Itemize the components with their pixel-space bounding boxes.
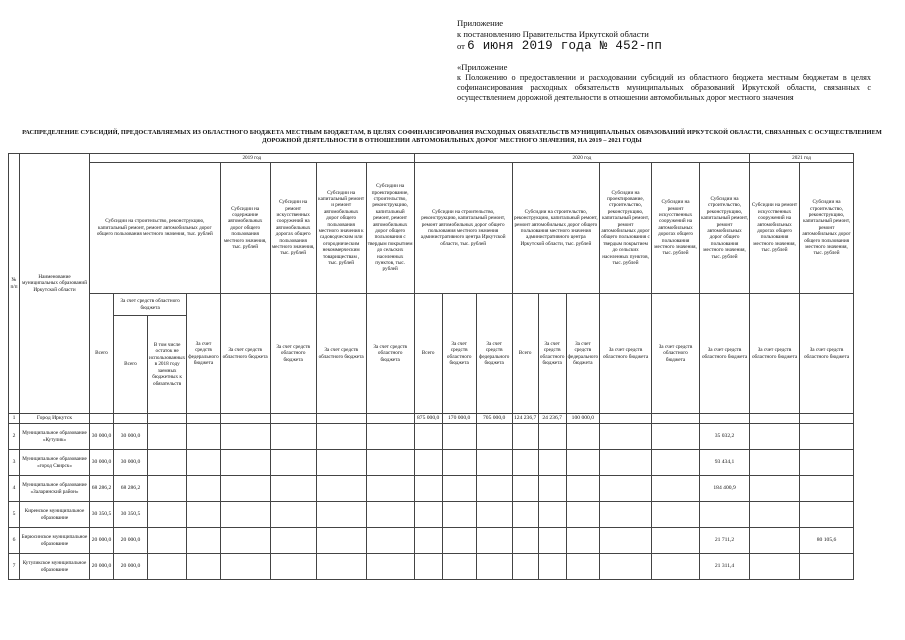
- cell: [652, 476, 700, 502]
- cell: [652, 502, 700, 528]
- sub-regional-g2: За счет средств областного бюджета: [220, 294, 270, 414]
- cell: [90, 414, 114, 424]
- municipality-name: Киренское муниципальное образование: [20, 502, 90, 528]
- col-header-name: Наименование муниципальных образований Иркутской области: [20, 154, 90, 414]
- decree-date-row: [457, 41, 662, 52]
- cell: [800, 476, 854, 502]
- cell: [220, 528, 270, 554]
- row-number: 1: [9, 414, 20, 424]
- municipality-name: Город Иркутск: [20, 414, 90, 424]
- cell: 100 000,0: [566, 414, 599, 424]
- cell: [148, 476, 187, 502]
- cell: 24 236,7: [538, 414, 566, 424]
- cell: [316, 476, 366, 502]
- col-header-number: № п/п: [9, 154, 20, 414]
- sub-vsego-g6: Всего: [414, 294, 442, 414]
- appendix-2-label: «Приложение: [457, 62, 508, 72]
- appendix-2-body: к Положению о предоставлении и расходовании субсидий из областного бюджета местным бюджетам в целях софинансирования расходных обязательств муниципальных образований Иркутской области, связанных с осуществлением дорожной деятельности в отношении автомобильных дорог местного значения: [457, 73, 871, 102]
- cell: [148, 424, 187, 450]
- sub-regional-g11: За счет средств областного бюджета: [750, 294, 800, 414]
- sub-regional-budget-2019: За счет средств областного бюджета: [114, 294, 187, 316]
- cell: [566, 528, 599, 554]
- cell: [316, 414, 366, 424]
- cell: [750, 414, 800, 424]
- cell: [187, 476, 220, 502]
- cell: 68 286,2: [114, 476, 148, 502]
- cell: [366, 502, 414, 528]
- group-2020-artificial-structures: Субсидии на ремонт искусственных сооружений на автомобильных дорогах общего пользования местного значения, тыс. рублей: [652, 163, 700, 294]
- sub-vsego-regional-2019: Всего: [114, 316, 148, 414]
- cell: [366, 414, 414, 424]
- cell: 705 000,0: [476, 414, 512, 424]
- sub-federal-g7: За счет средств федерального бюджета: [566, 294, 599, 414]
- cell: 21 711,2: [700, 528, 750, 554]
- cell: [270, 450, 316, 476]
- cell: [652, 414, 700, 424]
- cell: [220, 424, 270, 450]
- cell: [512, 528, 538, 554]
- cell: [270, 424, 316, 450]
- cell: 80 105,6: [800, 528, 854, 554]
- cell: [270, 476, 316, 502]
- cell: [800, 424, 854, 450]
- cell: [414, 528, 442, 554]
- table-row: [9, 450, 854, 476]
- cell: [366, 476, 414, 502]
- cell: [476, 450, 512, 476]
- group-2021-road-construction: Субсидии на строительство, реконструкцию, капитальный ремонт, ремонт автомобильных дорог общего пользования местного значения, тыс. рублей: [800, 163, 854, 294]
- municipality-name: Бирюсинское муниципальное образование: [20, 528, 90, 554]
- group-2019-maintenance: Субсидии на содержание автомобильных дорог общего пользования местного значения, тыс. рублей: [220, 163, 270, 294]
- cell: 20 000,0: [90, 554, 114, 580]
- cell: [512, 502, 538, 528]
- sub-vsego-g7: Всего: [512, 294, 538, 414]
- row-number: 7: [9, 554, 20, 580]
- municipality-name: Кутуликское муниципальное образование: [20, 554, 90, 580]
- cell: [442, 476, 476, 502]
- row-number: 2: [9, 424, 20, 450]
- cell: [652, 528, 700, 554]
- cell: [600, 476, 652, 502]
- cell: [270, 502, 316, 528]
- group-2021-artificial-structures: Субсидии на ремонт искусственных сооружений на автомобильных дорогах общего пользования местного значения, тыс. рублей: [750, 163, 800, 294]
- cell: [566, 424, 599, 450]
- cell: 35 032,2: [700, 424, 750, 450]
- cell: [148, 414, 187, 424]
- cell: [270, 528, 316, 554]
- cell: [800, 414, 854, 424]
- cell: 21 311,4: [700, 554, 750, 580]
- sub-federal-g6: За счет средств федерального бюджета: [476, 294, 512, 414]
- sub-regional-g12: За счет средств областного бюджета: [800, 294, 854, 414]
- sub-including-remaining-2018: В том числе остаток не использованных в 2018 году заемных бюджетных к обязательств: [148, 316, 187, 414]
- municipality-name: Муниципальное образование «город Свирск»: [20, 450, 90, 476]
- row-number: 6: [9, 528, 20, 554]
- cell: [750, 502, 800, 528]
- cell: [566, 476, 599, 502]
- cell: 30 000,0: [90, 424, 114, 450]
- cell: [270, 414, 316, 424]
- decree-prefix: от: [457, 41, 465, 51]
- cell: 20 000,0: [90, 528, 114, 554]
- cell: [538, 528, 566, 554]
- cell: [414, 554, 442, 580]
- cell: [220, 450, 270, 476]
- cell: [750, 554, 800, 580]
- cell: 68 286,2: [90, 476, 114, 502]
- cell: [114, 414, 148, 424]
- row-number: 5: [9, 502, 20, 528]
- cell: [316, 502, 366, 528]
- cell: [316, 450, 366, 476]
- table-row: [9, 476, 854, 502]
- sub-vsego-2019: Всего: [90, 294, 114, 414]
- cell: [366, 424, 414, 450]
- sub-regional-g3: За счет средств областного бюджета: [270, 294, 316, 414]
- cell: [750, 424, 800, 450]
- cell: [366, 528, 414, 554]
- cell: [538, 476, 566, 502]
- sub-regional-g5: За счет средств областного бюджета: [366, 294, 414, 414]
- cell: [538, 424, 566, 450]
- group-2019-admin-center: Субсидии на строительство, реконструкцию, капитальный ремонт, ремонт автомобильных дорог общего пользования местного значения административного центра Иркутской области, тыс. рублей: [414, 163, 512, 294]
- municipality-name: Муниципальное образование «Заларинский район»: [20, 476, 90, 502]
- cell: [538, 450, 566, 476]
- cell: [476, 528, 512, 554]
- cell: [187, 450, 220, 476]
- sub-regional-g4: За счет средств областного бюджета: [316, 294, 366, 414]
- row-number: 4: [9, 476, 20, 502]
- cell: [187, 554, 220, 580]
- cell: [600, 450, 652, 476]
- cell: [270, 554, 316, 580]
- cell: [750, 476, 800, 502]
- group-2020-road-construction: Субсидии на строительство, реконструкцию, капитальный ремонт, ремонт автомобильных дорог общего пользования местного значения, тыс. рублей: [700, 163, 750, 294]
- cell: [220, 414, 270, 424]
- cell: [512, 424, 538, 450]
- sub-regional-g8: За счет средств областного бюджета: [600, 294, 652, 414]
- cell: [750, 450, 800, 476]
- cell: [800, 502, 854, 528]
- cell: [220, 554, 270, 580]
- appendix-decree-line: к постановлению Правительства Иркутской области: [457, 29, 649, 39]
- group-2019-garden-roads: Субсидии на капитальный ремонт и ремонт автомобильных дорог общего пользования местного значения к садоводческим или огородническим некоммерческим товариществам , тыс. рублей: [316, 163, 366, 294]
- appendix-label: Приложение: [457, 18, 504, 28]
- cell: [652, 450, 700, 476]
- document-title: РАСПРЕДЕЛЕНИЕ СУБСИДИЙ, ПРЕДОСТАВЛЯЕМЫХ ИЗ ОБЛАСТНОГО БЮДЖЕТА МЕСТНЫМ БЮДЖЕТАМ, В ЦЕЛЯХ СОФИНАНСИРОВАНИЯ РАСХОДНЫХ ОБЯЗАТЕЛЬСТВ МУНИЦИПАЛЬНЫХ ОБРАЗОВАНИЙ ИРКУТСКОЙ ОБЛАСТИ, СВЯЗАННЫХ С ОСУЩЕСТВЛЕНИЕМ ДОРОЖНОЙ ДЕЯТЕЛЬНОСТИ В ОТНОШЕНИИ АВТОМОБИЛЬНЫХ ДОРОГ МЕСТНОГО ЗНАЧЕНИЯ, НА 2019 – 2021 ГОДЫ: [22, 129, 882, 144]
- cell: [800, 554, 854, 580]
- cell: [366, 554, 414, 580]
- cell: [476, 502, 512, 528]
- cell: 20 000,0: [114, 554, 148, 580]
- cell: [316, 554, 366, 580]
- cell: [187, 424, 220, 450]
- cell: [652, 554, 700, 580]
- cell: [600, 554, 652, 580]
- cell: [476, 424, 512, 450]
- cell: [187, 414, 220, 424]
- decree-date-number: 6 июня 2019 года № 452-пп: [467, 39, 663, 53]
- cell: [600, 414, 652, 424]
- cell: [700, 502, 750, 528]
- cell: [750, 528, 800, 554]
- cell: [316, 424, 366, 450]
- cell: [512, 554, 538, 580]
- cell: [600, 528, 652, 554]
- year-2019-header: 2019 год: [90, 154, 415, 163]
- cell: [220, 476, 270, 502]
- year-2021-header: 2021 год: [750, 154, 854, 163]
- cell: [652, 424, 700, 450]
- group-2019-rural-roads: Субсидии на проектирование, строительство, реконструкцию, капитальный ремонт, ремонт автомобильных дорог общего пользования с твердым покрытием до сельских населенных пунктов, тыс. рублей: [366, 163, 414, 294]
- cell: 30 350,5: [114, 502, 148, 528]
- cell: [566, 502, 599, 528]
- municipality-name: Муниципальное образование «Кутулик»: [20, 424, 90, 450]
- cell: [414, 450, 442, 476]
- table-row: [9, 502, 854, 528]
- cell: 875 000,0: [414, 414, 442, 424]
- group-2019-artificial-structures: Субсидии на ремонт искусственных сооружений на автомобильных дорогах общего пользования местного значения, тыс. рублей: [270, 163, 316, 294]
- row-number: 3: [9, 450, 20, 476]
- cell: [414, 424, 442, 450]
- cell: [600, 502, 652, 528]
- cell: [316, 528, 366, 554]
- cell: [442, 528, 476, 554]
- sub-regional-g10: За счет средств областного бюджета: [700, 294, 750, 414]
- cell: [538, 554, 566, 580]
- cell: [512, 450, 538, 476]
- sub-regional-g7: За счет средств областного бюджета: [538, 294, 566, 414]
- cell: [476, 476, 512, 502]
- cell: 30 350,5: [90, 502, 114, 528]
- year-2020-header: 2020 год: [414, 154, 749, 163]
- cell: [414, 502, 442, 528]
- cell: [442, 450, 476, 476]
- cell: 30 000,0: [114, 424, 148, 450]
- cell: [187, 528, 220, 554]
- cell: [442, 424, 476, 450]
- cell: [442, 554, 476, 580]
- cell: 20 000,0: [114, 528, 148, 554]
- cell: 30 000,0: [90, 450, 114, 476]
- cell: [148, 502, 187, 528]
- cell: [800, 450, 854, 476]
- cell: [600, 424, 652, 450]
- table-row: [9, 528, 854, 554]
- sub-regional-g6: За счет средств областного бюджета: [442, 294, 476, 414]
- cell: [187, 502, 220, 528]
- cell: [220, 502, 270, 528]
- cell: [700, 414, 750, 424]
- cell: [442, 502, 476, 528]
- sub-federal-2019: За счет средств федерального бюджета: [187, 294, 220, 414]
- cell: 124 236,7: [512, 414, 538, 424]
- group-2019-road-construction: Субсидии на строительство, реконструкцию, капитальный ремонт, ремонт автомобильных дорог общего пользования местного значения, тыс. рублей: [90, 163, 221, 294]
- cell: 30 000,0: [114, 450, 148, 476]
- group-2020-admin-center: Субсидии на строительство, реконструкцию, капитальный ремонт, ремонт автомобильных дорог общего пользования местного значения административного центра Иркутской области, тыс. рублей: [512, 163, 599, 294]
- cell: [512, 476, 538, 502]
- cell: [566, 554, 599, 580]
- cell: [566, 450, 599, 476]
- table-row: [9, 424, 854, 450]
- table-row: [9, 414, 854, 424]
- cell: [538, 502, 566, 528]
- cell: 184 400,9: [700, 476, 750, 502]
- cell: [414, 476, 442, 502]
- cell: [366, 450, 414, 476]
- cell: 170 000,0: [442, 414, 476, 424]
- cell: [148, 450, 187, 476]
- cell: [476, 554, 512, 580]
- cell: [148, 554, 187, 580]
- table-row: [9, 554, 854, 580]
- cell: 93 434,1: [700, 450, 750, 476]
- subsidy-table: [8, 153, 854, 580]
- sub-regional-g9: За счет средств областного бюджета: [652, 294, 700, 414]
- group-2020-rural-roads: Субсидии на проектирование, строительство, реконструкцию, капитальный ремонт, ремонт автомобильных дорог общего пользования с твердым покрытием до сельских населенных пунктов, тыс. рублей: [600, 163, 652, 294]
- cell: [148, 528, 187, 554]
